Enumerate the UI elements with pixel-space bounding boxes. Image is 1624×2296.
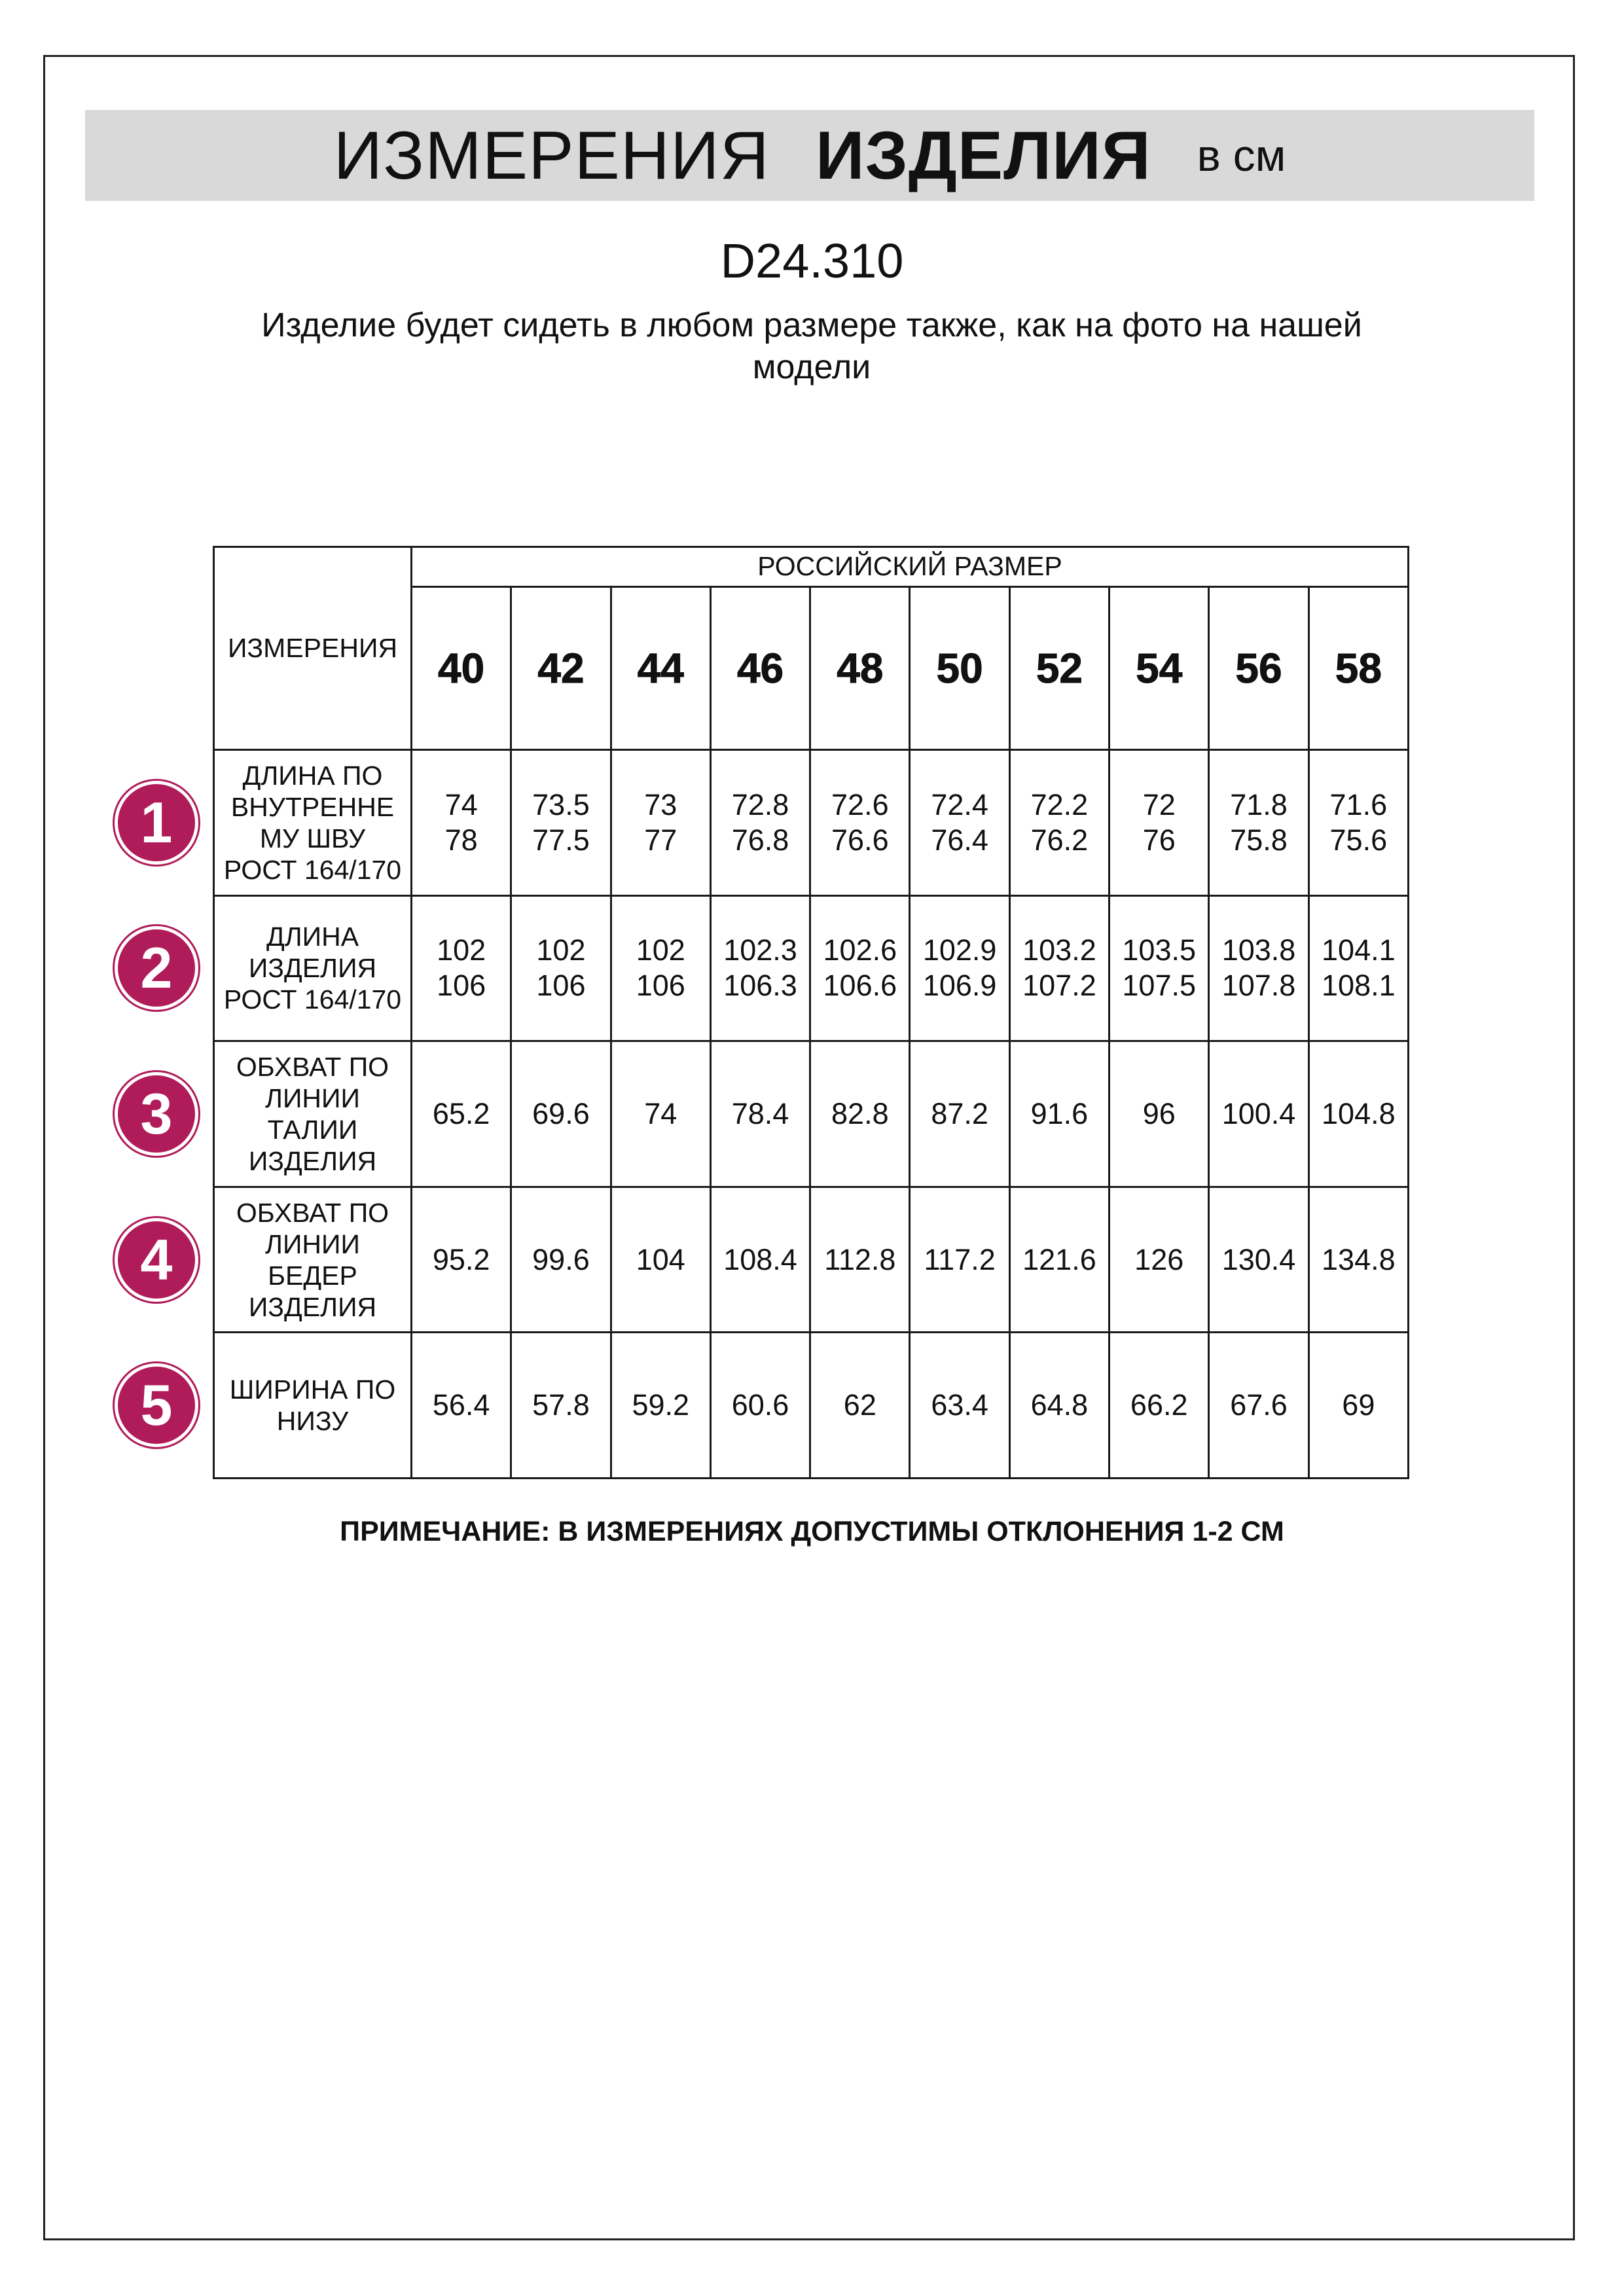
product-code: D24.310 — [720, 234, 904, 288]
value-cell — [910, 1041, 1009, 1187]
value-line: 57.8 — [532, 1388, 590, 1422]
value-line: 117.2 — [924, 1242, 996, 1276]
size-46: 46 — [710, 586, 810, 749]
value-line: 107.2 — [1022, 969, 1096, 1003]
title-product: ИЗДЕЛИЯ — [815, 117, 1151, 194]
title-measurements: ИЗМЕРЕНИЯ — [333, 117, 770, 194]
value-line: 107.8 — [1221, 969, 1296, 1003]
measurement-label — [214, 1187, 412, 1333]
value-cell — [710, 750, 810, 896]
value-cell — [710, 1041, 810, 1187]
title-band — [85, 110, 1534, 201]
measurements-header: ИЗМЕРЕНИЯ — [214, 547, 412, 750]
note: ПРИМЕЧАНИЕ: В ИЗМЕРЕНИЯХ ДОПУСТИМЫ ОТКЛОНЕНИЯ 1-2 СМ — [340, 1516, 1284, 1547]
value-line: 76.6 — [831, 823, 889, 857]
value-cell — [1209, 750, 1308, 896]
value-line: 76.8 — [731, 823, 789, 857]
value-cell — [611, 895, 710, 1041]
value-cell — [611, 1187, 710, 1333]
value-line: 126 — [1134, 1242, 1184, 1276]
value-line: 59.2 — [632, 1388, 690, 1422]
value-line: 100.4 — [1221, 1097, 1296, 1130]
size-50: 50 — [910, 586, 1009, 749]
value-line: 76.4 — [931, 823, 988, 857]
value-cell — [1009, 1187, 1109, 1333]
label-line: ЛИНИИ — [265, 1083, 360, 1113]
value-line: 104.1 — [1322, 933, 1396, 967]
value-line: 71.8 — [1230, 787, 1288, 821]
size-group-header: РОССИЙСКИЙ РАЗМЕР — [412, 547, 1409, 587]
value-cell — [1009, 1333, 1109, 1479]
value-line: 63.4 — [931, 1388, 988, 1422]
value-line: 72.2 — [1030, 787, 1089, 821]
size-58: 58 — [1308, 586, 1408, 749]
value-line: 99.6 — [532, 1242, 590, 1276]
value-line: 104 — [636, 1242, 685, 1276]
value-line: 77.5 — [532, 823, 590, 857]
value-cell — [412, 1041, 511, 1187]
row-number-badge: 5 — [118, 1367, 195, 1444]
value-line: 102 — [437, 933, 486, 967]
header-row — [214, 547, 1409, 587]
value-line: 106.9 — [922, 969, 997, 1003]
value-line: 103.2 — [1022, 933, 1096, 967]
value-cell — [1209, 1041, 1308, 1187]
value-line: 75.6 — [1329, 823, 1388, 857]
value-line: 66.2 — [1130, 1388, 1188, 1422]
label-line: БЕДЕР — [268, 1260, 357, 1291]
value-line: 62 — [843, 1388, 876, 1422]
value-line: 74 — [444, 787, 478, 821]
value-line: 78.4 — [731, 1097, 789, 1130]
value-cell — [710, 895, 810, 1041]
value-line: 72.8 — [731, 787, 789, 821]
measurement-row — [214, 1333, 1409, 1479]
value-line: 102 — [536, 933, 586, 967]
value-line: 112.8 — [824, 1242, 896, 1276]
measurement-row — [214, 1041, 1409, 1187]
label-line: МУ ШВУ — [259, 823, 366, 853]
value-line: 77 — [644, 823, 677, 857]
value-line: 87.2 — [931, 1097, 988, 1130]
label-line: РОСТ 164/170 — [223, 854, 402, 885]
value-cell — [810, 1333, 910, 1479]
row-number-badge: 3 — [118, 1075, 195, 1153]
row-number-badge: 1 — [118, 784, 195, 861]
label-line: ИЗДЕЛИЯ — [248, 1146, 377, 1176]
value-line: 64.8 — [1030, 1388, 1089, 1422]
size-54: 54 — [1110, 586, 1209, 749]
value-line: 106 — [536, 969, 586, 1003]
value-line: 56.4 — [432, 1388, 490, 1422]
measurement-label — [214, 1041, 412, 1187]
measurement-label — [214, 1333, 412, 1479]
value-cell — [611, 1333, 710, 1479]
size-table — [213, 546, 1409, 1479]
label-line: НИЗУ — [276, 1406, 349, 1437]
value-line: 102 — [636, 933, 685, 967]
value-line: 72.6 — [831, 787, 889, 821]
value-line: 76.2 — [1030, 823, 1089, 857]
measurement-row — [214, 750, 1409, 896]
value-line: 106 — [437, 969, 486, 1003]
label-line: ИЗДЕЛИЯ — [248, 1291, 377, 1322]
label-line: ДЛИНА ПО — [242, 760, 383, 791]
value-cell — [1009, 1041, 1109, 1187]
label-line: ШИРИНА ПО — [229, 1374, 396, 1405]
row-number-badge: 4 — [118, 1221, 195, 1299]
label-line: ИЗДЕЛИЯ — [248, 953, 377, 984]
subtitle-line: Изделие будет сидеть в любом размере также, как на фото на нашей — [261, 306, 1362, 344]
value-cell — [1009, 750, 1109, 896]
value-cell — [810, 750, 910, 896]
value-cell — [1110, 750, 1209, 896]
value-line: 103.5 — [1122, 933, 1197, 967]
label-line: РОСТ 164/170 — [223, 984, 402, 1015]
value-line: 106.3 — [723, 969, 797, 1003]
value-cell — [1110, 1333, 1209, 1479]
label-line: ВНУТРЕННЕ — [230, 791, 395, 822]
value-line: 134.8 — [1322, 1242, 1396, 1276]
value-cell — [1209, 1333, 1308, 1479]
label-line: ДЛИНА — [266, 922, 359, 952]
value-line: 74 — [644, 1097, 677, 1130]
subtitle — [196, 304, 1427, 388]
value-cell — [910, 895, 1009, 1041]
value-cell — [1110, 895, 1209, 1041]
size-44: 44 — [611, 586, 710, 749]
value-cell — [412, 895, 511, 1041]
value-cell — [710, 1333, 810, 1479]
value-line: 104.8 — [1322, 1097, 1396, 1130]
value-line: 82.8 — [831, 1097, 889, 1130]
value-line: 103.8 — [1221, 933, 1296, 967]
value-cell — [1308, 895, 1408, 1041]
value-line: 130.4 — [1221, 1242, 1296, 1276]
value-line: 102.6 — [823, 933, 897, 967]
value-line: 75.8 — [1230, 823, 1288, 857]
measurement-label — [214, 750, 412, 896]
value-line: 108.4 — [723, 1242, 797, 1276]
value-cell — [810, 1041, 910, 1187]
value-cell — [511, 1333, 611, 1479]
label-line: ЛИНИИ — [265, 1229, 360, 1259]
value-line: 78 — [444, 823, 478, 857]
size-52: 52 — [1009, 586, 1109, 749]
value-line: 69 — [1342, 1388, 1375, 1422]
measurement-row — [214, 895, 1409, 1041]
value-line: 121.6 — [1022, 1242, 1096, 1276]
value-cell — [1209, 895, 1308, 1041]
value-cell — [1209, 1187, 1308, 1333]
value-line: 106 — [636, 969, 685, 1003]
value-cell — [1308, 750, 1408, 896]
value-line: 95.2 — [432, 1242, 490, 1276]
value-line: 102.3 — [723, 933, 797, 967]
value-cell — [810, 895, 910, 1041]
value-line: 106.6 — [823, 969, 897, 1003]
size-48: 48 — [810, 586, 910, 749]
value-cell — [511, 1187, 611, 1333]
value-cell — [412, 750, 511, 896]
value-line: 69.6 — [532, 1097, 590, 1130]
value-cell — [412, 1187, 511, 1333]
value-cell — [511, 750, 611, 896]
value-line: 67.6 — [1230, 1388, 1288, 1422]
measurement-label — [214, 895, 412, 1041]
value-line: 72 — [1142, 787, 1176, 821]
value-line: 60.6 — [731, 1388, 789, 1422]
label-line: ОБХВАТ ПО — [236, 1197, 389, 1228]
value-line: 71.6 — [1329, 787, 1388, 821]
value-cell — [1009, 895, 1109, 1041]
value-line: 76 — [1142, 823, 1176, 857]
value-cell — [1308, 1041, 1408, 1187]
value-line: 65.2 — [432, 1097, 490, 1130]
value-cell — [810, 1187, 910, 1333]
value-cell — [611, 1041, 710, 1187]
value-line: 107.5 — [1122, 969, 1197, 1003]
subtitle-line: модели — [752, 348, 871, 386]
value-line: 108.1 — [1322, 969, 1396, 1003]
value-cell — [1308, 1333, 1408, 1479]
value-cell — [910, 1333, 1009, 1479]
size-42: 42 — [511, 586, 611, 749]
title-unit: в см — [1197, 130, 1286, 181]
value-line: 73.5 — [532, 787, 590, 821]
size-40: 40 — [412, 586, 511, 749]
value-cell — [1110, 1041, 1209, 1187]
value-cell — [710, 1187, 810, 1333]
value-line: 96 — [1142, 1097, 1176, 1130]
value-cell — [412, 1333, 511, 1479]
value-cell — [1308, 1187, 1408, 1333]
label-line: ТАЛИИ — [267, 1115, 358, 1145]
value-cell — [1110, 1187, 1209, 1333]
value-line: 73 — [644, 787, 677, 821]
value-cell — [511, 1041, 611, 1187]
value-line: 91.6 — [1030, 1097, 1089, 1130]
value-cell — [511, 895, 611, 1041]
row-number-badge: 2 — [118, 929, 195, 1007]
size-56: 56 — [1209, 586, 1308, 749]
value-cell — [910, 750, 1009, 896]
measurement-row — [214, 1187, 1409, 1333]
label-line: ОБХВАТ ПО — [236, 1052, 389, 1082]
value-line: 102.9 — [922, 933, 997, 967]
value-cell — [910, 1187, 1009, 1333]
value-line: 72.4 — [931, 787, 988, 821]
value-cell — [611, 750, 710, 896]
